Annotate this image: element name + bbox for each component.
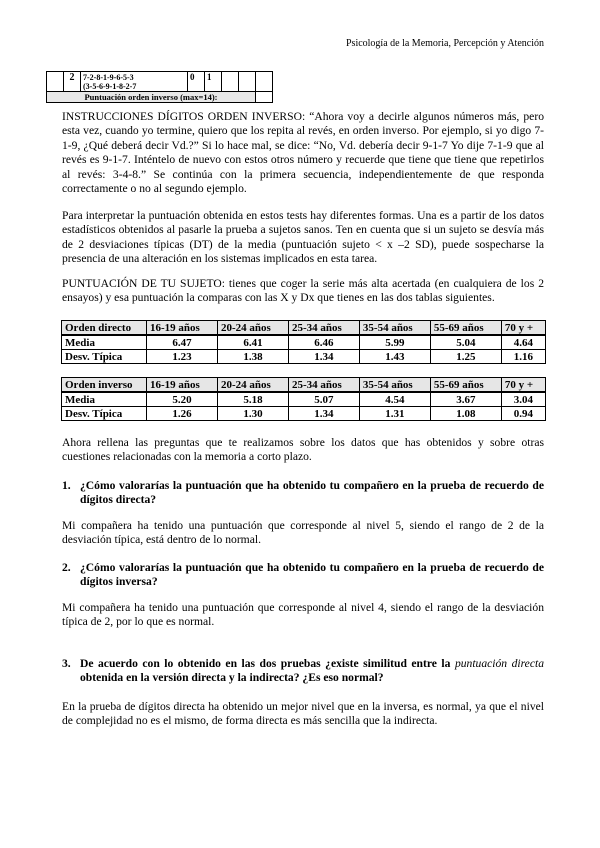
inverse-order-table [61, 377, 546, 421]
header-cell: 55-69 años [430, 321, 501, 336]
question-text: ¿Cómo valorarías la puntuación que ha obtenido tu compañero en la prueba de recuerdo de dígitos directa? [80, 479, 544, 507]
header-cell: 70 y + [501, 378, 545, 393]
table-cell: 1.26 [147, 407, 218, 421]
question-text-italic: puntuación directa [454, 657, 544, 670]
header-cell: 25-34 años [288, 321, 359, 336]
header-cell: 20-24 años [217, 321, 288, 336]
empty-cell [222, 72, 239, 92]
table-cell: 3.04 [501, 392, 545, 407]
interpretation-paragraph: Para interpretar la puntuación obtenida en estos tests hay diferentes formas. Una es a partir de los datos estadísticos obtenidos al pasarle la prueba a sujetos sanos. Ten en cuenta que si un sujeto se desvía más de 2 desviaciones típicas (DT) de la media (puntuación sujeto < x –2 SD), puede sospecharse la presencia de una alteración en los sistemas implicados en esta tarea. [62, 209, 544, 266]
table-cell: 5.18 [217, 392, 288, 407]
table-cell: 5.07 [288, 392, 359, 407]
table-cell: 0.94 [501, 407, 545, 421]
table-cell: 1.34 [288, 407, 359, 421]
sequence-line-1: 7-2-8-1-9-6-5-3 [83, 73, 134, 82]
score-label: Puntuación orden inverso (max=14): [47, 92, 256, 103]
table-cell: 6.46 [288, 335, 359, 350]
header-cell: 70 y + [501, 321, 545, 336]
table-cell: 1.08 [430, 407, 501, 421]
table-row [62, 335, 546, 350]
inverse-order-score-table [46, 71, 273, 103]
direct-order-table [61, 320, 546, 364]
table-cell: 4.64 [501, 335, 545, 350]
trial-number: 2 [64, 72, 81, 92]
table-row [62, 392, 546, 407]
table-cell: 1.23 [147, 350, 218, 364]
header-cell: 25-34 años [288, 378, 359, 393]
header-cell: 16-19 años [147, 378, 218, 393]
header-cell: Orden inverso [62, 378, 147, 393]
table-cell: 1.30 [217, 407, 288, 421]
header-cell: 16-19 años [147, 321, 218, 336]
table-cell: 3.67 [430, 392, 501, 407]
answer-1: Mi compañera ha tenido una puntuación que corresponde al nivel 5, siendo el rango de 2 de la desviación típica, está dentro de lo normal. [62, 519, 544, 547]
digit-sequences [81, 72, 188, 92]
question-number: 2. [62, 561, 71, 574]
table-cell: 1.16 [501, 350, 545, 364]
answer-2: Mi compañera ha tenido una puntuación que corresponde al nivel 4, siendo el rango de la desviación típica de 2, por lo que es normal. [62, 601, 544, 629]
header-cell: Orden directo [62, 321, 147, 336]
table-cell: 1.38 [217, 350, 288, 364]
answer-3: En la prueba de dígitos directa ha obtenido un mejor nivel que en la inversa, es normal, ya que el nivel de complejidad no es el mismo, de forma directa es más sencilla que la indirecta. [62, 700, 544, 728]
puntuacion-paragraph: PUNTUACIÓN DE TU SUJETO: tienes que coger la serie más alta acertada (en cualquiera de los 2 ensayos) y esa puntuación la comparas con las X y Dx que tienes en las dos tablas siguientes. [62, 277, 544, 305]
table-cell: 6.47 [147, 335, 218, 350]
question-2 [62, 561, 544, 590]
table-row [62, 407, 546, 421]
question-number: 1. [62, 479, 71, 492]
intro-questions-paragraph: Ahora rellena las preguntas que te realizamos sobre los datos que has obtenidos y sobre otras cuestiones relacionadas con la memoria a corto plazo. [62, 436, 544, 464]
table-header-row [62, 321, 546, 336]
table-header-row [62, 378, 546, 393]
table-cell: 1.31 [359, 407, 430, 421]
row-label: Media [62, 335, 147, 350]
row-label: Desv. Típica [62, 407, 147, 421]
row-label: Desv. Típica [62, 350, 147, 364]
table-cell: 1.34 [288, 350, 359, 364]
question-text: ¿Cómo valorarías la puntuación que ha obtenido tu compañero en la prueba de recuerdo de dígitos inversa? [80, 561, 544, 589]
question-1 [62, 479, 544, 508]
table-cell: 5.20 [147, 392, 218, 407]
document-header: Psicología de la Memoria, Percepción y Atención [345, 38, 544, 49]
header-cell: 35-54 años [359, 321, 430, 336]
question-text-b: obtenida en la versión directa y la indirecta? ¿Es eso normal? [80, 671, 384, 685]
score-cell-b: 1 [205, 72, 222, 92]
header-cell: 35-54 años [359, 378, 430, 393]
score-cell-a: 0 [188, 72, 205, 92]
instructions-paragraph: INSTRUCCIONES DÍGITOS ORDEN INVERSO: “Ahora voy a decirle algunos números más, pero esta vez, cuando yo termine, quiero que los repita al revés, en orden inverso. Por ejemplo, si yo digo 7-1-9, ¿Qué deberá decir Vd.?” Si lo hace mal, se dice: “No, Vd. debería decir 9-1-7 Yo dije 7-1-9 que al revés es 9-1-7. Inténtelo de nuevo con estos otros número y recuerde que tiene que tiene que repetirlos al revés: 3-4-8.” Se continúa con la primera secuencia, independientemente de que responda correctamente o no al segundo ejemplo. [62, 110, 544, 196]
empty-cell [256, 72, 273, 92]
table-cell: 5.04 [430, 335, 501, 350]
table-cell: 6.41 [217, 335, 288, 350]
score-value-cell [256, 92, 273, 103]
header-cell: 20-24 años [217, 378, 288, 393]
table-cell: 1.43 [359, 350, 430, 364]
table-cell: 5.99 [359, 335, 430, 350]
row-label: Media [62, 392, 147, 407]
table-cell: 1.25 [430, 350, 501, 364]
empty-cell [239, 72, 256, 92]
sequence-line-2: (3-5-6-9-1-8-2-7 [83, 82, 137, 91]
question-number: 3. [62, 657, 71, 670]
header-cell: 55-69 años [430, 378, 501, 393]
question-text-a: De acuerdo con lo obtenido en las dos pruebas ¿existe similitud entre la [80, 657, 455, 670]
empty-cell [47, 72, 64, 92]
table-row [62, 350, 546, 364]
table-cell: 4.54 [359, 392, 430, 407]
question-3 [62, 657, 544, 686]
